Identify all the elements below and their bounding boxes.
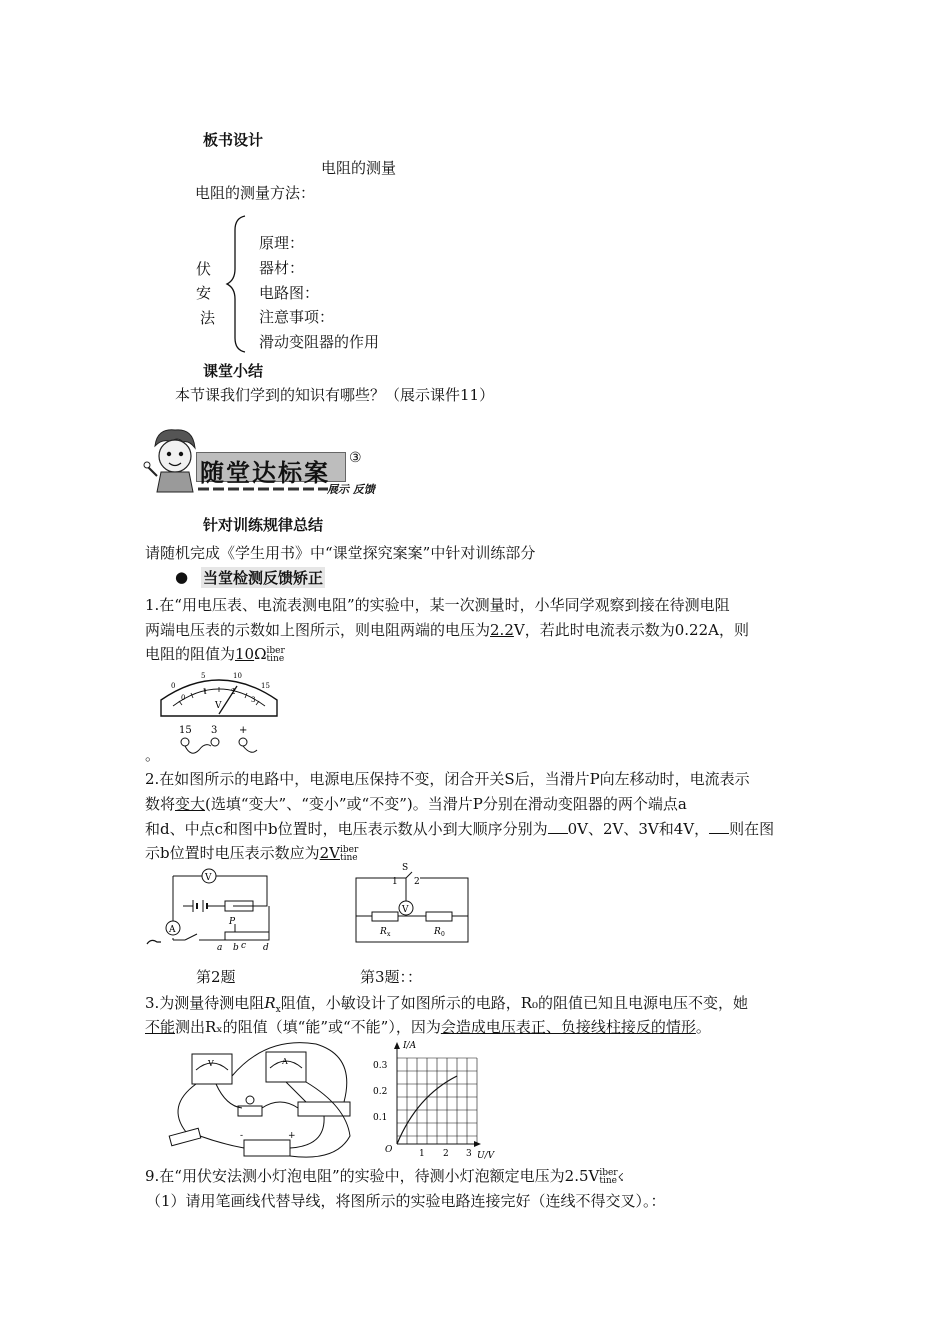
q9-mark: iber tine bbox=[599, 1168, 618, 1186]
curly-brace bbox=[225, 214, 249, 354]
fig3-label-rx-sub: x bbox=[387, 931, 391, 938]
banner-circle-number: ③ bbox=[349, 450, 362, 466]
caption-fig2: 第2题 bbox=[196, 968, 236, 986]
q2-line1: 2.在如图所示的电路中，电源电压保持不变，闭合开关S后，当滑片P向左移动时，电流表示 bbox=[145, 770, 750, 788]
practice-heading: 针对训练规律总结 bbox=[203, 516, 324, 534]
q2-line2: 数将变大(选填“变大”、“变小”或“不变”)。当滑片P分别在滑动变阻器的两个端点a bbox=[145, 795, 687, 813]
scale-inner-3: 3 bbox=[251, 696, 256, 704]
apparatus-a: A bbox=[282, 1057, 288, 1066]
q2-line4: 示b位置时电压表示数应为2Viber tine bbox=[145, 844, 359, 863]
q2-mark: iber tine bbox=[340, 845, 359, 863]
fig2-label-a-end: a bbox=[217, 943, 223, 953]
q1-answer-voltage: 2.2 bbox=[490, 621, 514, 639]
q2-line3: 和d、中点c和图中b位置时，电压表示数从小到大顺序分别为 0V、2V、3V和4V， 则在图 bbox=[145, 820, 775, 838]
q9-line1: 9.在“用伏安法测小灯泡电阻”的实验中，待测小灯泡额定电压为2.5Viber tine☇ bbox=[145, 1167, 624, 1186]
q1-line1: 1.在“用电压表、电流表测电阻”的实验中，某一次测量时，小华同学观察到接在待测电阻 bbox=[145, 596, 730, 614]
apparatus-minus: - bbox=[240, 1131, 244, 1141]
terminal-15: 15 bbox=[179, 725, 192, 736]
graph-origin: O bbox=[385, 1145, 393, 1155]
graph-ytick-0.3: 0.3 bbox=[373, 1061, 388, 1071]
fig3-label-rx: R bbox=[380, 927, 387, 937]
apparatus-plus: + bbox=[288, 1131, 296, 1141]
banner-subtitle: 展示 反馈 bbox=[327, 483, 375, 496]
scale-inner-2: 2 bbox=[231, 688, 236, 696]
fig2-label-d: d bbox=[263, 943, 269, 953]
scale-outer-0: 0 bbox=[171, 682, 176, 690]
apparatus-v: V bbox=[208, 1059, 214, 1068]
q3-line2: 不能测出Rₓ的阻值（填“能”或“不能”），因为会造成电压表正、负接线柱接反的情形。 bbox=[145, 1018, 711, 1036]
board-item-principle: 原理： bbox=[259, 234, 305, 252]
fig3-label-1: 1 bbox=[392, 877, 398, 887]
fig2-label-c: c bbox=[241, 941, 247, 951]
banner-title: 随堂达标案 bbox=[200, 459, 330, 487]
feedback-bullet: ● bbox=[175, 568, 189, 586]
scale-outer-1: 5 bbox=[201, 672, 206, 680]
fig3-label-2: 2 bbox=[414, 877, 420, 887]
scale-inner-1: 1 bbox=[203, 688, 208, 696]
graph-ytick-0.1: 0.1 bbox=[373, 1113, 388, 1123]
terminal-3: 3 bbox=[211, 725, 218, 736]
iu-graph bbox=[365, 1036, 500, 1161]
terminal-plus: + bbox=[239, 725, 248, 736]
fig2-label-a: A bbox=[169, 925, 176, 935]
q9-line2: （1）请用笔画线代替导线，将图所示的实验电路连接完好（连线不得交叉）。： bbox=[146, 1192, 666, 1210]
board-item-equipment: 器材： bbox=[259, 259, 305, 277]
fig2-label-v: V bbox=[205, 873, 212, 883]
board-item-rheostat: 滑动变阻器的作用 bbox=[259, 333, 380, 351]
q3-answer-reason: 会造成电压表正、负接线柱接反的情形 bbox=[440, 1018, 696, 1036]
board-side-1: 伏 bbox=[196, 260, 212, 278]
circuit-figure-3 bbox=[350, 858, 475, 950]
fig3-label-r0: R bbox=[434, 927, 441, 937]
feedback-heading: 当堂检测反馈矫正 bbox=[203, 569, 324, 587]
summary-text: 本节课我们学到的知识有哪些？（展示课件11） bbox=[175, 386, 495, 404]
q1-line3: 电阻的阻值为10Ωiber tine bbox=[145, 645, 285, 664]
graph-xtick-2: 2 bbox=[443, 1149, 449, 1159]
banner-dashes bbox=[198, 486, 328, 492]
q2-answer-voltage: 2V bbox=[319, 844, 340, 862]
fig2-label-b: b bbox=[233, 943, 239, 953]
board-heading: 板书设计 bbox=[203, 131, 264, 149]
board-title: 电阻的测量 bbox=[321, 159, 397, 177]
q1-answer-resistance: 10 bbox=[235, 645, 255, 663]
q3-answer-can: 不能 bbox=[145, 1018, 176, 1036]
graph-xlabel: U/V bbox=[477, 1151, 495, 1161]
scale-outer-2: 10 bbox=[233, 672, 242, 680]
scale-outer-3: 15 bbox=[261, 682, 270, 690]
caption-fig3: 第3题：： bbox=[360, 968, 423, 986]
scale-inner-0: 0 bbox=[181, 694, 186, 702]
fig3-label-s: S bbox=[402, 863, 409, 873]
circuit-figure-2 bbox=[145, 868, 280, 954]
q3-line1: 3.为测量待测电阻$R_x$阻值，小敏设计了如图所示的电路，R₀的阻值已知且电源电压不变，她 bbox=[145, 994, 748, 1015]
board-side-3: 法 bbox=[200, 309, 216, 327]
board-item-circuit: 电路图： bbox=[259, 284, 320, 302]
voltmeter-figure bbox=[157, 666, 282, 756]
q1-line2: 两端电压表的示数如上图所示，则电阻两端的电压为2.2V，若此时电流表示数为0.22A，则 bbox=[145, 621, 749, 639]
board-item-notes: 注意事项： bbox=[259, 308, 335, 326]
practice-text: 请随机完成《学生用书》中“课堂探究案案”中针对训练部分 bbox=[145, 544, 536, 562]
q1-mark: iber tine bbox=[266, 646, 285, 664]
cartoon-boy-icon bbox=[143, 426, 203, 496]
graph-xtick-3: 3 bbox=[466, 1149, 472, 1159]
q2-answer-current: 变大 bbox=[175, 795, 206, 813]
apparatus-figure bbox=[156, 1036, 356, 1166]
fig2-label-p: P bbox=[229, 917, 236, 927]
graph-ytick-0.2: 0.2 bbox=[373, 1087, 388, 1097]
fig3-label-r0-sub: 0 bbox=[441, 931, 445, 938]
q1-end: 。 bbox=[145, 746, 161, 764]
graph-ylabel: I/A bbox=[403, 1041, 417, 1051]
graph-xtick-1: 1 bbox=[419, 1149, 425, 1159]
board-side-2: 安 bbox=[196, 284, 212, 302]
summary-heading: 课堂小结 bbox=[203, 362, 264, 380]
voltmeter-unit: V bbox=[215, 701, 222, 711]
board-method: 电阻的测量方法： bbox=[195, 184, 316, 202]
fig3-label-v: V bbox=[402, 905, 409, 915]
